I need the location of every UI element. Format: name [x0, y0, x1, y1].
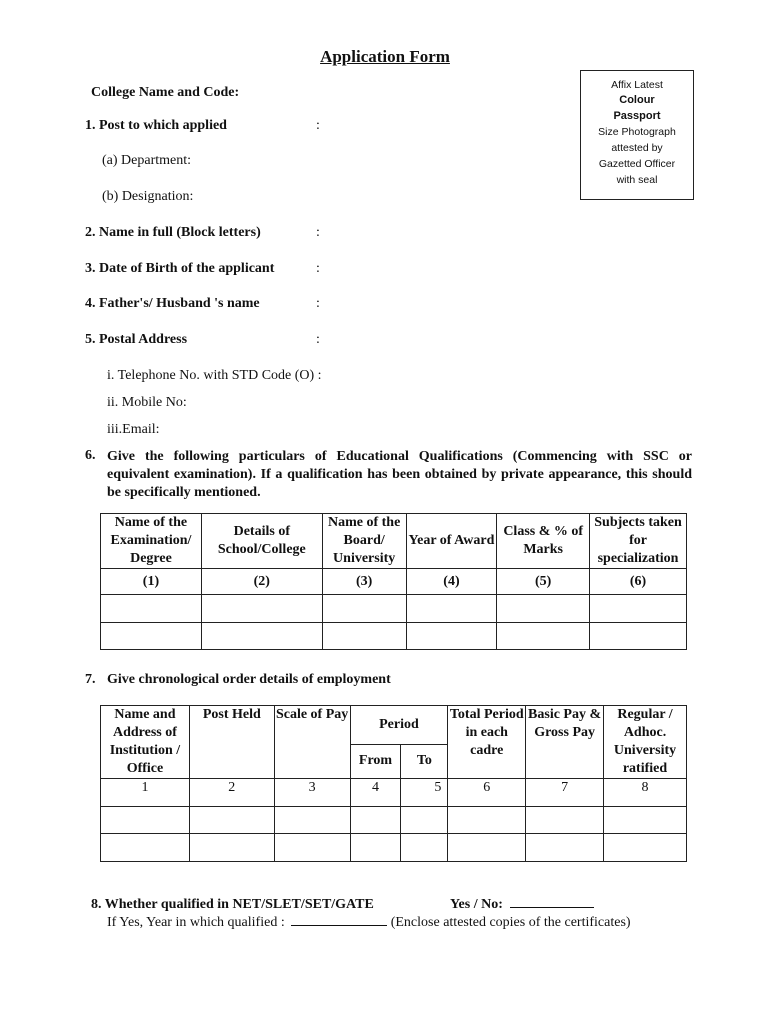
table-cell[interactable]	[322, 623, 406, 650]
name-colon: :	[316, 225, 320, 240]
table-cell[interactable]	[101, 807, 190, 834]
employment-table	[100, 705, 687, 862]
table-cell[interactable]	[101, 595, 202, 623]
mobile-label: ii. Mobile No:	[107, 395, 187, 410]
post-label: 1. Post to which applied	[85, 118, 227, 133]
table-row	[101, 623, 687, 650]
education-column-number: (6)	[590, 569, 687, 595]
employment-column-number: 1	[101, 779, 190, 807]
section6-number: 6.	[85, 448, 96, 463]
education-header: Class & % of Marks	[497, 514, 590, 569]
table-cell[interactable]	[406, 623, 497, 650]
education-header: Name of the Board/ University	[322, 514, 406, 569]
page-title: Application Form	[320, 47, 450, 66]
table-cell[interactable]	[604, 834, 687, 862]
section8-yesno	[450, 897, 594, 913]
photo-box	[580, 70, 694, 200]
education-column-number: (3)	[322, 569, 406, 595]
table-cell[interactable]	[526, 807, 604, 834]
dob-label: 3. Date of Birth of the applicant	[85, 261, 275, 276]
telephone-label: i. Telephone No. with STD Code (O) :	[107, 368, 322, 383]
enclose-note: (Enclose attested copies of the certificates)	[390, 915, 631, 930]
photo-box-line: Gazetted Officer	[598, 158, 676, 170]
table-row	[101, 595, 687, 623]
father-colon: :	[316, 296, 320, 311]
section6-text: Give the following particulars of Educational Qualifications (Commencing with SSC or equivalent examination). If a qualification has been obtained by private appearance, this should be specifically mentioned.	[107, 449, 692, 500]
table-cell[interactable]	[350, 807, 401, 834]
education-header: Name of the Examination/ Degree	[101, 514, 202, 569]
table-cell[interactable]	[590, 595, 687, 623]
email-label: iii.Email:	[107, 422, 160, 437]
father-label: 4. Father's/ Husband 's name	[85, 296, 260, 311]
employment-header: Post Held	[189, 706, 274, 779]
address-colon: :	[316, 332, 320, 347]
year-label: If Yes, Year in which qualified :	[107, 915, 285, 930]
table-cell[interactable]	[590, 623, 687, 650]
table-cell[interactable]	[604, 807, 687, 834]
table-cell[interactable]	[448, 834, 526, 862]
section8-year-row	[107, 915, 631, 931]
education-column-number: (2)	[201, 569, 322, 595]
education-header: Details of School/College	[201, 514, 322, 569]
table-row	[101, 834, 687, 862]
address-label: 5. Postal Address	[85, 332, 188, 347]
table-cell[interactable]	[401, 834, 448, 862]
photo-box-line: Passport	[613, 110, 661, 122]
table-cell[interactable]	[448, 807, 526, 834]
table-cell[interactable]	[274, 807, 350, 834]
table-cell[interactable]	[526, 834, 604, 862]
table-cell[interactable]	[189, 834, 274, 862]
education-table	[100, 513, 687, 650]
dob-colon: :	[316, 261, 320, 276]
employment-column-number: 8	[604, 779, 687, 807]
year-blank[interactable]	[291, 925, 387, 926]
employment-header: Name and Address of Institution / Office	[101, 706, 190, 779]
photo-box-line: with seal	[616, 174, 658, 186]
post-colon: :	[316, 118, 320, 133]
table-row	[101, 807, 687, 834]
table-cell[interactable]	[101, 834, 190, 862]
employment-column-number: 3	[274, 779, 350, 807]
name-label: 2. Name in full (Block letters)	[85, 225, 261, 240]
employment-header: Total Period in each cadre	[448, 706, 526, 779]
photo-box-line: Size Photograph	[598, 126, 676, 138]
education-header: Subjects taken for specialization	[590, 514, 687, 569]
section7-text: Give chronological order details of employment	[107, 672, 391, 687]
table-cell[interactable]	[101, 623, 202, 650]
table-cell[interactable]	[350, 834, 401, 862]
employment-header: Scale of Pay	[274, 706, 350, 779]
employment-header: Period	[350, 706, 448, 745]
department-label: (a) Department:	[102, 153, 192, 168]
table-cell[interactable]	[406, 595, 497, 623]
employment-header: From	[350, 744, 401, 778]
table-cell[interactable]	[497, 623, 590, 650]
employment-column-number: 7	[526, 779, 604, 807]
section7-number: 7.	[85, 672, 96, 687]
education-header: Year of Award	[406, 514, 497, 569]
table-cell[interactable]	[201, 623, 322, 650]
table-cell[interactable]	[322, 595, 406, 623]
employment-header: Regular / Adhoc. University ratified	[604, 706, 687, 779]
photo-box-line: attested by	[611, 142, 663, 154]
table-cell[interactable]	[401, 807, 448, 834]
education-column-number: (5)	[497, 569, 590, 595]
table-cell[interactable]	[201, 595, 322, 623]
education-column-number: (4)	[406, 569, 497, 595]
employment-column-number: 6	[448, 779, 526, 807]
employment-header: Basic Pay & Gross Pay	[526, 706, 604, 779]
education-column-number: (1)	[101, 569, 202, 595]
yesno-blank[interactable]	[510, 907, 594, 908]
employment-header: To	[401, 744, 448, 778]
employment-column-number: 2	[189, 779, 274, 807]
table-cell[interactable]	[274, 834, 350, 862]
table-cell[interactable]	[189, 807, 274, 834]
photo-box-line: Affix Latest	[611, 79, 663, 91]
yesno-label: Yes / No:	[450, 897, 503, 912]
employment-column-number: 5	[401, 779, 448, 807]
table-cell[interactable]	[497, 595, 590, 623]
photo-box-line: Colour	[619, 94, 655, 106]
designation-label: (b) Designation:	[102, 189, 194, 204]
employment-column-number: 4	[350, 779, 401, 807]
college-label: College Name and Code:	[91, 85, 240, 100]
section8-text: 8. Whether qualified in NET/SLET/SET/GATE	[91, 897, 374, 912]
